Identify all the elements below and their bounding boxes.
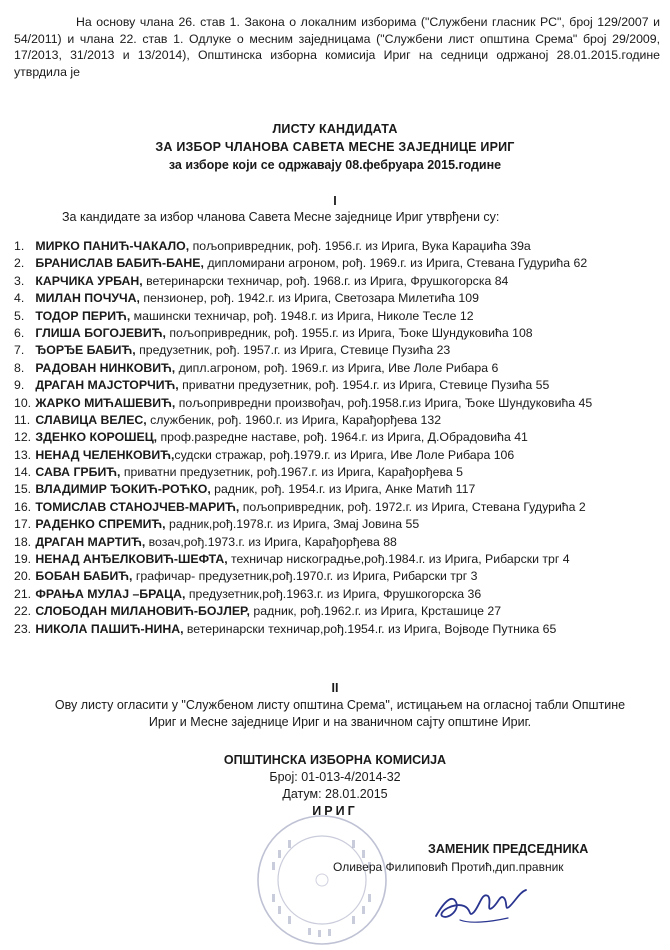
candidate-name: НЕНАД АНЂЕЛКОВИЋ-ШЕФТА,: [35, 552, 228, 567]
candidate-item: [14, 325, 664, 342]
candidate-number: 3.: [14, 273, 25, 288]
candidate-name: РАДОВАН НИНКОВИЋ,: [35, 360, 176, 375]
candidate-details: дипл.агроном, рођ. 1969.г. из Ирига, Иве Лоле Рибара 6: [175, 360, 499, 375]
candidate-details: предузетник,рођ.1963.г. из Ирига, Фрушкогорска 36: [185, 586, 482, 601]
candidate-number: 22.: [14, 604, 32, 619]
candidate-details: приватни предузетник, рођ. 1954.г. из Ирига, Стевице Пузића 55: [178, 378, 550, 393]
candidate-list: [14, 238, 664, 638]
candidate-name: СЛОБОДАН МИЛАНОВИЋ-БОЈЛЕР,: [35, 604, 250, 619]
candidate-number: 5.: [14, 308, 25, 323]
signatory-title: ЗАМЕНИК ПРЕДСЕДНИКА: [428, 842, 589, 856]
candidate-item: [14, 342, 664, 359]
candidate-details: радник,рођ.1978.г. из Ирига, Змај Јовина 55: [165, 517, 420, 532]
candidate-details: предузетник, рођ. 1957.г. из Ирига, Стевице Пузића 23: [135, 343, 451, 358]
candidate-details: графичар- предузетник,рођ.1970.г. из Ирига, Рибарски трг 3: [132, 569, 478, 584]
candidate-number: 16.: [14, 499, 32, 514]
candidate-number: 7.: [14, 343, 25, 358]
candidate-details: радник, рођ. 1954.г. из Ирига, Анке Матић 117: [210, 482, 476, 497]
candidate-item: [14, 360, 664, 377]
candidate-name: БОБАН БАБИЋ,: [35, 569, 133, 584]
candidate-details: приватни предузетник, рођ.1967.г. из Ирига, Карађорђева 5: [120, 465, 463, 480]
candidate-number: 1.: [14, 239, 25, 253]
candidate-item: [14, 238, 664, 255]
candidate-details: пољопривредни произвођач, рођ.1958.г.из Ирига, Ђоке Шундуковића 45: [175, 395, 593, 410]
section-1-text: За кандидате за избор чланова Савета Месне заједнице Ириг утврђени су:: [62, 210, 500, 224]
candidate-name: СЛАВИЦА ВЕЛЕС,: [35, 412, 147, 427]
candidate-item: [14, 603, 664, 620]
official-stamp-icon: [252, 810, 392, 950]
candidate-details: пољопривредник, рођ. 1972.г. из Ирига, Стевана Гудурића 2: [239, 499, 586, 514]
candidate-details: проф.разредне наставе, рођ. 1964.г. из Ирига, Д.Обрадовића 41: [157, 430, 528, 445]
handwritten-signature-icon: [430, 872, 530, 932]
candidate-name: САВА ГРБИЋ,: [35, 465, 121, 480]
candidate-item: [14, 551, 664, 568]
document-place: ИРИГ: [312, 804, 358, 818]
candidate-number: 19.: [14, 552, 32, 567]
candidate-details: судски стражар, рођ.1979.г. из Ирига, Иве Лоле Рибара 106: [174, 447, 515, 462]
candidate-item: [14, 308, 664, 325]
candidate-name: ЗДЕНКО КОРОШЕЦ,: [35, 430, 158, 445]
document-title: [0, 120, 670, 174]
candidate-item: [14, 290, 664, 307]
candidate-name: МИРКО ПАНИЋ-ЧАКАЛО,: [35, 239, 190, 253]
candidate-item: [14, 499, 664, 516]
title-line-3: за изборе који се одржавају 08.фебруара 2015.године: [168, 158, 502, 172]
candidate-item: [14, 273, 664, 290]
candidate-number: 2.: [14, 256, 25, 271]
candidate-item: [14, 429, 664, 446]
candidate-name: НИКОЛА ПАШИЋ-НИНА,: [35, 621, 184, 636]
document-number: Број: 01-013-4/2014-32: [269, 770, 401, 784]
candidate-item: [14, 464, 664, 481]
candidate-number: 11.: [14, 412, 31, 427]
candidate-details: техничар нискоградње,рођ.1984.г. из Ирига, Рибарски трг 4: [227, 552, 570, 567]
candidate-item: [14, 534, 664, 551]
candidate-item: [14, 255, 664, 272]
intro-text: На основу члана 26. став 1. Закона о локалним изборима ("Службени гласник РС", број 129/2007 и 54/2011) и члана 22. став 1. Одлуке о месним заједницама ("Службени лист општина Срема" број 29/2009, 17/2013, 31/2013 и 13/2014), Општинска изборна комисија Ириг на седници одржаној 28.01.2015.године утврдила је: [14, 15, 660, 79]
candidate-name: ФРАЊА МУЛАЈ –БРАЦА,: [35, 586, 186, 601]
candidate-details: пољопривредник, рођ. 1955.г. из Ирига, Ђоке Шундуковића 108: [165, 325, 533, 340]
candidate-name: НЕНАД ЧЕЛЕНКОВИЋ,: [35, 447, 175, 462]
candidate-details: дипломирани агроном, рођ. 1969.г. из Ирига, Стевана Гудурића 62: [203, 256, 588, 271]
candidate-item: [14, 447, 664, 464]
candidate-details: ветеринарски техничар, рођ. 1968.г. из Ирига, Фрушкогорска 84: [142, 273, 509, 288]
candidate-number: 17.: [14, 517, 32, 532]
candidate-details: радник, рођ.1962.г. из Ирига, Крсташице 27: [249, 604, 502, 619]
candidate-number: 15.: [14, 482, 32, 497]
candidate-name: ЖАРКО МИЋАШЕВИЋ,: [35, 395, 176, 410]
candidate-name: ДРАГАН МАРТИЋ,: [35, 534, 146, 549]
signatory-name: Оливера Филиповић Протић,дип.правник: [333, 860, 564, 874]
candidate-number: 21.: [14, 586, 32, 601]
candidate-item: [14, 621, 664, 638]
title-line-1: ЛИСТУ КАНДИДАТА: [272, 122, 398, 136]
candidate-name: КАРЧИКА УРБАН,: [35, 273, 143, 288]
candidate-number: 14.: [14, 465, 32, 480]
candidate-name: ВЛАДИМИР ЂОКИЋ-РОЋКО,: [35, 482, 211, 497]
candidate-details: машински техничар, рођ. 1948.г. из Ирига, Николе Тесле 12: [130, 308, 474, 323]
commission-name: ОПШТИНСКА ИЗБОРНА КОМИСИЈА: [223, 753, 447, 767]
candidate-details: пензионер, рођ. 1942.г. из Ирига, Светозара Милетића 109: [139, 291, 479, 306]
candidate-item: [14, 586, 664, 603]
candidate-name: МИЛАН ПОЧУЧА,: [35, 291, 140, 306]
candidate-name: ТОДОР ПЕРИЋ,: [35, 308, 131, 323]
candidate-number: 8.: [14, 360, 25, 375]
candidate-item: [14, 516, 664, 533]
candidate-number: 4.: [14, 291, 25, 306]
candidate-number: 23.: [14, 621, 32, 636]
document-date: Датум: 28.01.2015: [282, 787, 388, 801]
title-line-2: ЗА ИЗБОР ЧЛАНОВА САВЕТА МЕСНЕ ЗАЈЕДНИЦЕ ИРИГ: [155, 140, 515, 154]
candidate-name: ДРАГАН МАЈСТОРЧИЋ,: [35, 378, 179, 393]
candidate-number: 13.: [14, 447, 32, 462]
candidate-name: ЂОРЂЕ БАБИЋ,: [35, 343, 136, 358]
section-2-number: II: [331, 681, 339, 695]
candidate-details: возач,рођ.1973.г. из Ирига, Карађорђева 88: [145, 534, 397, 549]
candidate-item: [14, 412, 664, 429]
candidate-number: 6.: [14, 325, 25, 340]
section-2-text: Ову листу огласити у "Службеном листу општина Срема", истицањем на огласној табли Општине Ириг и Месне заједнице Ириг и на званичном сајту општине Ириг.: [54, 698, 626, 729]
candidate-item: [14, 395, 664, 412]
candidate-item: [14, 568, 664, 585]
candidate-name: РАДЕНКО СПРЕМИЋ,: [35, 517, 166, 532]
candidate-number: 12.: [14, 430, 32, 445]
candidate-details: пољопривредник, рођ. 1956.г. из Ирига, Вука Караџића 39а: [189, 239, 531, 253]
candidate-item: [14, 377, 664, 394]
candidate-details: ветеринарски техничар,рођ.1954.г. из Ирига, Војводе Путника 65: [183, 621, 557, 636]
candidate-number: 18.: [14, 534, 32, 549]
candidate-details: службеник, рођ. 1960.г. из Ирига, Карађорђева 132: [146, 412, 442, 427]
candidate-number: 9.: [14, 378, 25, 393]
candidate-item: [14, 481, 664, 498]
section-1-number: I: [333, 194, 337, 208]
candidate-name: ГЛИША БОГОЈЕВИЋ,: [35, 325, 166, 340]
candidate-name: БРАНИСЛАВ БАБИЋ-БАНЕ,: [35, 256, 204, 271]
candidate-number: 20.: [14, 569, 32, 584]
intro-paragraph: [14, 14, 660, 80]
candidate-name: ТОМИСЛАВ СТАНОЈЧЕВ-МАРИЋ,: [35, 499, 240, 514]
candidate-number: 10.: [14, 395, 32, 410]
